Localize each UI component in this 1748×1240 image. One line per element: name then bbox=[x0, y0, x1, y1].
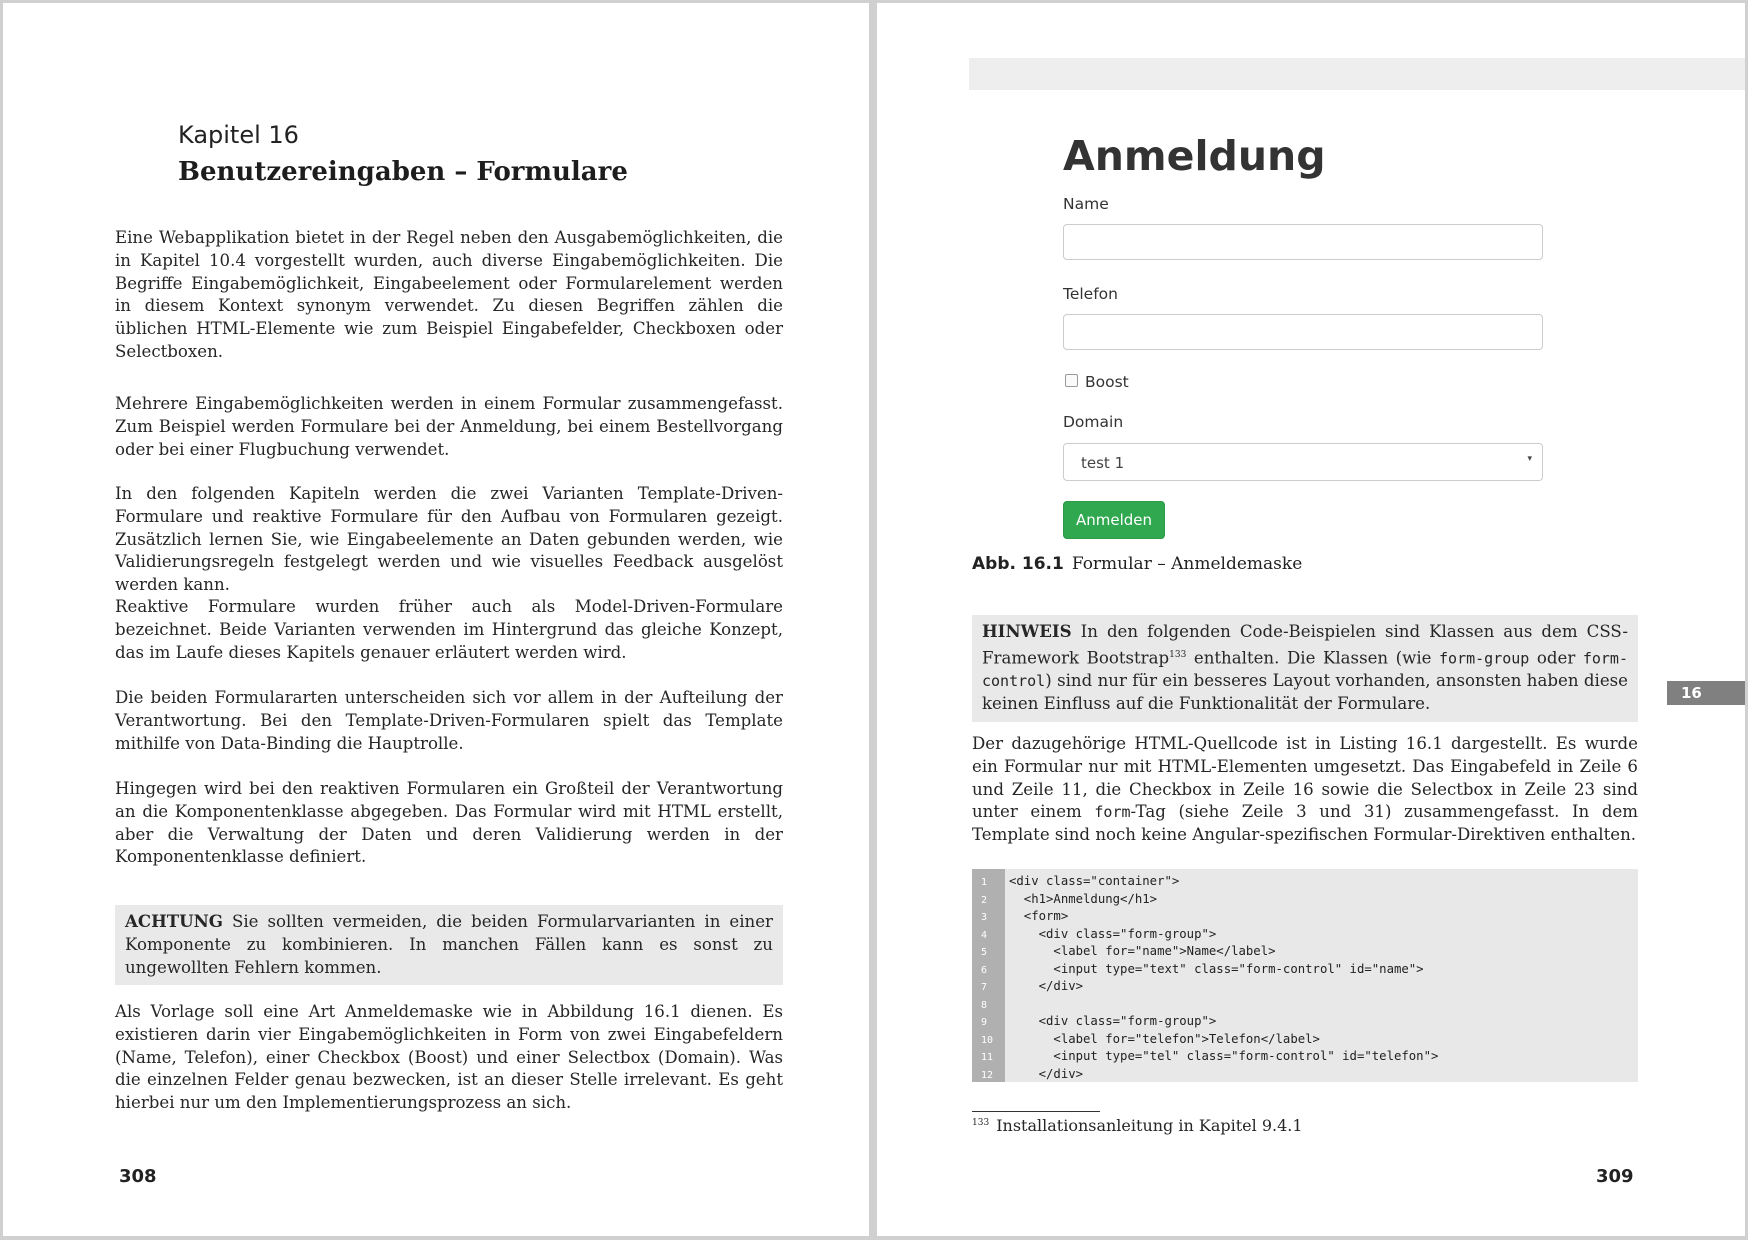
hinweis-keyword: HINWEIS bbox=[982, 621, 1072, 641]
code-line bbox=[972, 978, 1638, 996]
code-text: <h1>Anmeldung</h1> bbox=[1009, 891, 1158, 906]
code-text: <label for="telefon">Telefon</label> bbox=[1009, 1031, 1320, 1046]
code-form-control: form-control bbox=[982, 649, 1628, 691]
achtung-text: Sie sollten vermeiden, die beiden Formularvarianten in einer Komponente zu kombinieren. In manchen Fällen kann es sonst zu ungewollten Fehlern kommen. bbox=[125, 912, 773, 977]
achtung-keyword: ACHTUNG bbox=[125, 911, 223, 931]
footnote-number: 133 bbox=[972, 1117, 990, 1128]
paragraph-reactive: Reaktive Formulare wurden früher auch als Model-Driven-Formulare bezeichnet. Beide Varianten verwenden im Hintergrund das gleiche Konzept, das im Laufe dieses Kapitels genauer erläutert werden wird. bbox=[115, 597, 783, 662]
boost-label: Boost bbox=[1085, 373, 1129, 391]
line-number: 1 bbox=[981, 877, 988, 888]
code-line bbox=[972, 1013, 1638, 1031]
code-line bbox=[972, 891, 1638, 909]
domain-select[interactable] bbox=[1063, 443, 1543, 481]
code-line bbox=[972, 873, 1638, 891]
code-listing bbox=[972, 869, 1638, 1082]
domain-label: Domain bbox=[1063, 413, 1124, 431]
page-number-right: 309 bbox=[1596, 1166, 1634, 1187]
paragraph-forms: Mehrere Eingabemöglichkeiten werden in einem Formular zusammengefasst. Zum Beispiel werden Formulare bei der Anmeldung, bei einem Bestellvorgang oder bei einer Flugbuchung verwendet. bbox=[115, 394, 783, 459]
hinweis-text-2: enthalten. Die Klassen (wie bbox=[1186, 648, 1440, 668]
code-text: <input type="tel" class="form-control" id="telefon"> bbox=[1009, 1049, 1439, 1063]
paragraph-template: Als Vorlage soll eine Art Anmeldemaske wie in Abbildung 16.1 dienen. Es existieren darin vier Eingabemöglichkeiten in Form von zwei Eingabefeldern (Name, Telefon), einer Checkbox (Boost) und einer Selectbox (Domain). Was die einzelnen Felder genau bezwecken, ist an dieser Stelle irrelevant. Es geht hierbei nur um den Implementierungsprozess an sich. bbox=[115, 1002, 783, 1113]
chapter-label: Kapitel 16 bbox=[178, 121, 299, 149]
line-number: 7 bbox=[981, 982, 988, 993]
code-line bbox=[972, 996, 1638, 1014]
line-number: 8 bbox=[981, 999, 988, 1011]
line-number: 6 bbox=[981, 964, 988, 976]
hinweis-text-3: oder bbox=[1529, 648, 1583, 668]
code-text: </div> bbox=[1009, 1066, 1084, 1081]
footnote-text: Installationsanleitung in Kapitel 9.4.1 bbox=[996, 1116, 1303, 1135]
anmelden-button[interactable]: Anmelden bbox=[1063, 501, 1165, 539]
code-text: </div> bbox=[1009, 979, 1084, 993]
code-line bbox=[972, 1048, 1638, 1066]
line-number: 2 bbox=[981, 894, 988, 906]
telefon-input[interactable] bbox=[1063, 314, 1543, 350]
footnote-divider bbox=[972, 1111, 1100, 1112]
code-text: <label for="name">Name</label> bbox=[1009, 944, 1276, 958]
line-number: 9 bbox=[981, 1017, 988, 1028]
line-number: 5 bbox=[981, 947, 988, 958]
boost-checkbox[interactable] bbox=[1065, 374, 1078, 387]
footnote-reference: 133 bbox=[1169, 649, 1187, 660]
chapter-thumb-tab: 16 bbox=[1667, 681, 1745, 705]
paragraph-component-class: Hingegen wird bei den reaktiven Formularen ein Großteil der Verantwortung an die Komponentenklasse abgegeben. Das Formular wird mit HTML erstellt, aber die Verwaltung der Daten und deren Validierung werden in der Komponentenklasse definiert. bbox=[115, 779, 783, 867]
figure-caption bbox=[972, 554, 1302, 574]
figure-heading: Anmeldung bbox=[1063, 132, 1326, 180]
right-page bbox=[877, 3, 1745, 1236]
line-number: 3 bbox=[981, 912, 988, 923]
code-line bbox=[972, 926, 1638, 944]
name-input[interactable] bbox=[1063, 224, 1543, 260]
achtung-note bbox=[115, 905, 783, 985]
code-text: <input type="text" class="form-control" id="name"> bbox=[1009, 961, 1424, 976]
paragraph-variants: In den folgenden Kapiteln werden die zwei Varianten Template-Driven-Formulare und reaktive Formulare für den Aufbau von Formularen gezeigt. Zusätzlich lernen Sie, wie Eingabeelemente an Daten gebunden werden, wie Validierungsregeln festgelegt werden und wie visuelles Feedback ausgelöst werden kann. bbox=[115, 484, 783, 595]
paragraph-intro: Eine Webapplikation bietet in der Regel neben den Ausgabemöglichkeiten, die in Kapitel 10.4 vorgestellt wurden, auch diverse Eingabemöglichkeiten. Die Begriffe Eingabemöglichkeit, Eingabeelement oder Formularelement werden in diesem Kontext synonym verwendet. Zu diesen Begriffen zählen die üblichen HTML-Elemente wie zum Beispiel Eingabefelder, Checkboxen oder Selectboxen. bbox=[115, 228, 783, 361]
code-text bbox=[1005, 997, 1009, 1011]
listing-text-2: -Tag (siehe Zeile 3 und 31) zusammengefasst. In dem Template sind noch keine Angular-spezifischen Formular-Direktiven enthalten. bbox=[972, 802, 1638, 845]
code-text: <div class="form-group"> bbox=[1009, 926, 1217, 941]
code-line bbox=[972, 961, 1638, 979]
figure-navbar bbox=[969, 58, 1745, 90]
code-text: <form> bbox=[1009, 909, 1069, 923]
code-text: <div class="form-group"> bbox=[1009, 1014, 1217, 1028]
chapter-title: Benutzereingaben – Formulare bbox=[178, 157, 628, 187]
line-number: 4 bbox=[981, 929, 988, 941]
domain-selected-value: test 1 bbox=[1081, 454, 1125, 472]
caption-number: Abb. 16.1 bbox=[972, 554, 1064, 574]
line-number: 10 bbox=[981, 1034, 994, 1046]
chevron-down-icon: ▾ bbox=[1527, 454, 1532, 464]
page-number-left: 308 bbox=[119, 1166, 157, 1187]
code-line bbox=[972, 943, 1638, 961]
line-number: 11 bbox=[981, 1052, 994, 1063]
left-page bbox=[3, 3, 869, 1236]
code-text: <div class="container"> bbox=[1009, 874, 1180, 888]
hinweis-text-1: In den folgenden Code-Beispielen sind Klassen aus dem CSS-Framework Bootstrap bbox=[982, 622, 1628, 668]
code-form-tag: form bbox=[1094, 803, 1131, 822]
hinweis-note bbox=[972, 615, 1638, 722]
code-line bbox=[972, 1031, 1638, 1049]
hinweis-text-4: ) sind nur für ein besseres Layout vorhanden, ansonsten haben diese keinen Einfluss auf die Funktionalität der Formulare. bbox=[982, 671, 1628, 713]
paragraph-listing bbox=[972, 733, 1638, 847]
telefon-label: Telefon bbox=[1063, 285, 1118, 303]
code-line bbox=[972, 908, 1638, 926]
listing-text-1: Der dazugehörige HTML-Quellcode ist in Listing 16.1 dargestellt. Es wurde ein Formular nur mit HTML-Elementen umgesetzt. Das Eingabefeld in Zeile 6 und Zeile 11, die Checkbox in Zeile 16 sowie die Selectbox in Zeile 23 sind unter einem bbox=[972, 734, 1638, 822]
paragraph-responsibility: Die beiden Formulararten unterscheiden sich vor allem in der Aufteilung der Verantwortung. Bei den Template-Driven-Formularen spielt das Template mithilfe von Data-Binding die Hauptrolle. bbox=[115, 688, 783, 753]
code-line bbox=[972, 1066, 1638, 1083]
footnote bbox=[972, 1116, 1303, 1135]
name-label: Name bbox=[1063, 195, 1109, 213]
form-figure bbox=[969, 58, 1745, 529]
line-number: 12 bbox=[981, 1069, 994, 1081]
caption-text: Formular – Anmeldemaske bbox=[1071, 554, 1303, 574]
code-form-group: form-group bbox=[1439, 649, 1530, 668]
